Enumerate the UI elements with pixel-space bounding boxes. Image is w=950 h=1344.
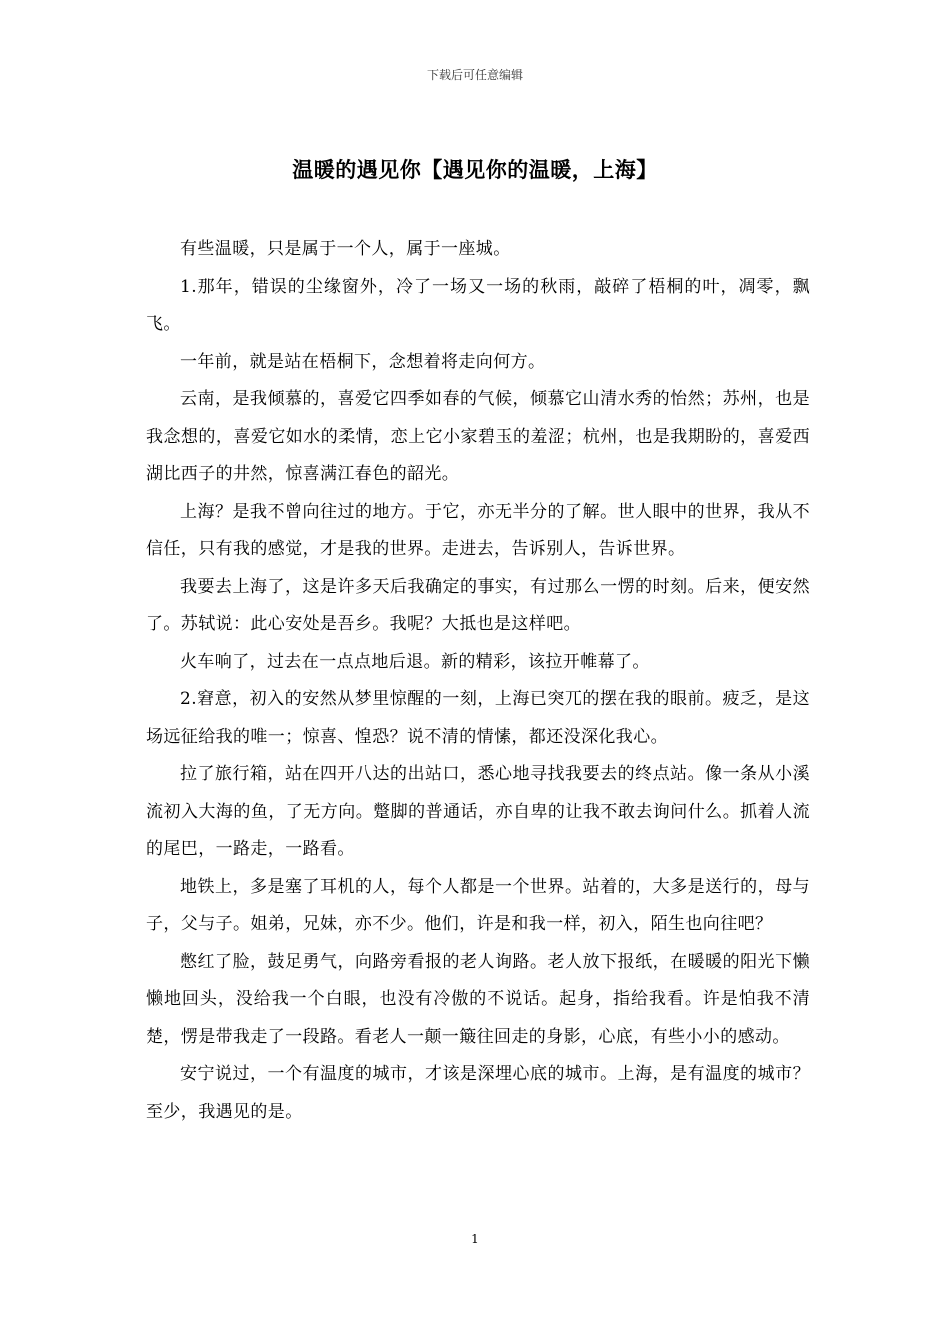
paragraph: 地铁上，多是塞了耳机的人，每个人都是一个世界。站着的，大多是送行的，母与子，父与子。姐弟，兄妹，亦不少。他们，许是和我一样，初入，陌生也向往吧？	[146, 876, 810, 934]
page-header: 下载后可任意编辑	[426, 68, 523, 82]
document-body	[146, 231, 810, 1131]
page-number: 1	[471, 1232, 479, 1246]
paragraph: 我要去上海了，这是许多天后我确定的事实，有过那么一愣的时刻。后来，便安然了。苏轼说：此心安处是吾乡。我呢？大抵也是这样吧。	[146, 576, 810, 634]
document-title: 温暖的遇见你【遇见你的温暖，上海】	[292, 157, 658, 182]
paragraph: 有些温暖，只是属于一个人，属于一座城。	[180, 239, 511, 259]
paragraph: 上海？是我不曾向往过的地方。于它，亦无半分的了解。世人眼中的世界，我从不信任，只有我的感觉，才是我的世界。走进去，告诉别人，告诉世界。	[146, 501, 810, 559]
paragraph: 安宁说过，一个有温度的城市，才该是深埋心底的城市。上海，是有温度的城市？至少，我遇见的是。	[146, 1064, 810, 1122]
paragraph: 1.那年，错误的尘缘窗外，冷了一场又一场的秋雨，敲碎了梧桐的叶，凋零，飘飞。	[146, 276, 810, 334]
paragraph: 2.窘意，初入的安然从梦里惊醒的一刻，上海已突兀的摆在我的眼前。疲乏，是这场远征给我的唯一；惊喜、惶恐？说不清的情愫，都还没深化我心。	[146, 689, 810, 747]
paragraph: 云南，是我倾慕的，喜爱它四季如春的气候，倾慕它山清水秀的怡然；苏州，也是我念想的，喜爱它如水的柔情，恋上它小家碧玉的羞涩；杭州，也是我期盼的，喜爱西湖比西子的井然，惊喜满江春色的韶光。	[146, 389, 810, 484]
paragraph: 拉了旅行箱，站在四开八达的出站口，悉心地寻找我要去的终点站。像一条从小溪流初入大海的鱼，了无方向。蹩脚的普通话，亦自卑的让我不敢去询问什么。抓着人流的尾巴，一路走，一路看。	[146, 764, 810, 859]
paragraph: 憋红了脸，鼓足勇气，向路旁看报的老人询路。老人放下报纸，在暖暖的阳光下懒懒地回头，没给我一个白眼，也没有冷傲的不说话。起身，指给我看。许是怕我不清楚，愣是带我走了一段路。看老人一颠一簸往回走的身影，心底，有些小小的感动。	[146, 951, 810, 1047]
paragraph: 火车响了，过去在一点点地后退。新的精彩，该拉开帷幕了。	[180, 651, 650, 672]
paragraph: 一年前，就是站在梧桐下，念想着将走向何方。	[180, 351, 546, 372]
